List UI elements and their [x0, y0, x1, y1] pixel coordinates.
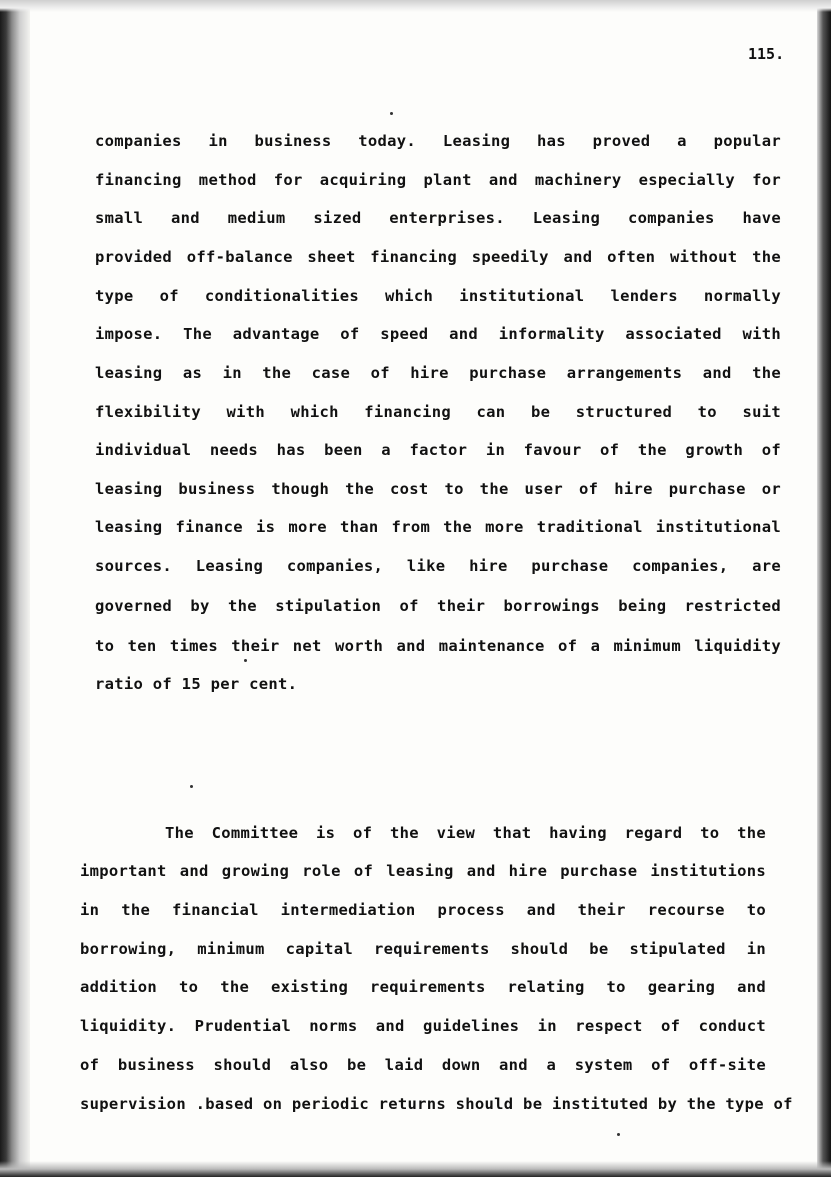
page-top-edge — [0, 0, 831, 12]
scan-speck — [390, 112, 393, 115]
binding-edge — [0, 0, 30, 1177]
text-line: type of conditionalities which institutional lenders normally — [95, 287, 781, 305]
text-line: small and medium sized enterprises. Leasing companies have — [95, 209, 781, 227]
text-line: flexibility with which financing can be structured to suit — [95, 403, 781, 421]
text-line: leasing finance is more than from the more traditional institutional — [95, 518, 781, 536]
page-number: 115. — [748, 45, 785, 63]
text-line: addition to the existing requirements relating to gearing and — [80, 978, 766, 996]
text-line: of business should also be laid down and a system of off-site — [80, 1056, 766, 1074]
text-line: sources. Leasing companies, like hire purchase companies, are — [95, 557, 781, 575]
scan-speck — [244, 659, 247, 662]
scan-speck — [190, 785, 193, 788]
text-line: companies in business today. Leasing has proved a popular — [95, 132, 781, 150]
text-line: leasing as in the case of hire purchase arrangements and the — [95, 364, 781, 382]
text-line: governed by the stipulation of their borrowings being restricted — [95, 597, 781, 615]
page-right-edge — [817, 0, 831, 1177]
text-line: to ten times their net worth and maintenance of a minimum liquidity — [95, 637, 781, 655]
text-line: individual needs has been a factor in favour of the growth of — [95, 441, 781, 459]
text-line: liquidity. Prudential norms and guidelines in respect of conduct — [80, 1017, 766, 1035]
text-line: The Committee is of the view that having regard to the — [165, 824, 766, 842]
text-line: important and growing role of leasing and hire purchase institutions — [80, 862, 766, 880]
text-line: borrowing, minimum capital requirements should be stipulated in — [80, 940, 766, 958]
scan-speck — [617, 1133, 620, 1136]
text-line: financing method for acquiring plant and machinery especially for — [95, 171, 781, 189]
text-line: ratio of 15 per cent. — [95, 675, 298, 693]
text-line: supervision .based on periodic returns should be instituted by the type of — [80, 1095, 793, 1113]
page-bottom-edge — [0, 1161, 831, 1177]
text-line: provided off-balance sheet financing speedily and often without the — [95, 248, 781, 266]
text-line: in the financial intermediation process and their recourse to — [80, 901, 766, 919]
text-line: leasing business though the cost to the user of hire purchase or — [95, 480, 781, 498]
text-line: impose. The advantage of speed and informality associated with — [95, 325, 781, 343]
